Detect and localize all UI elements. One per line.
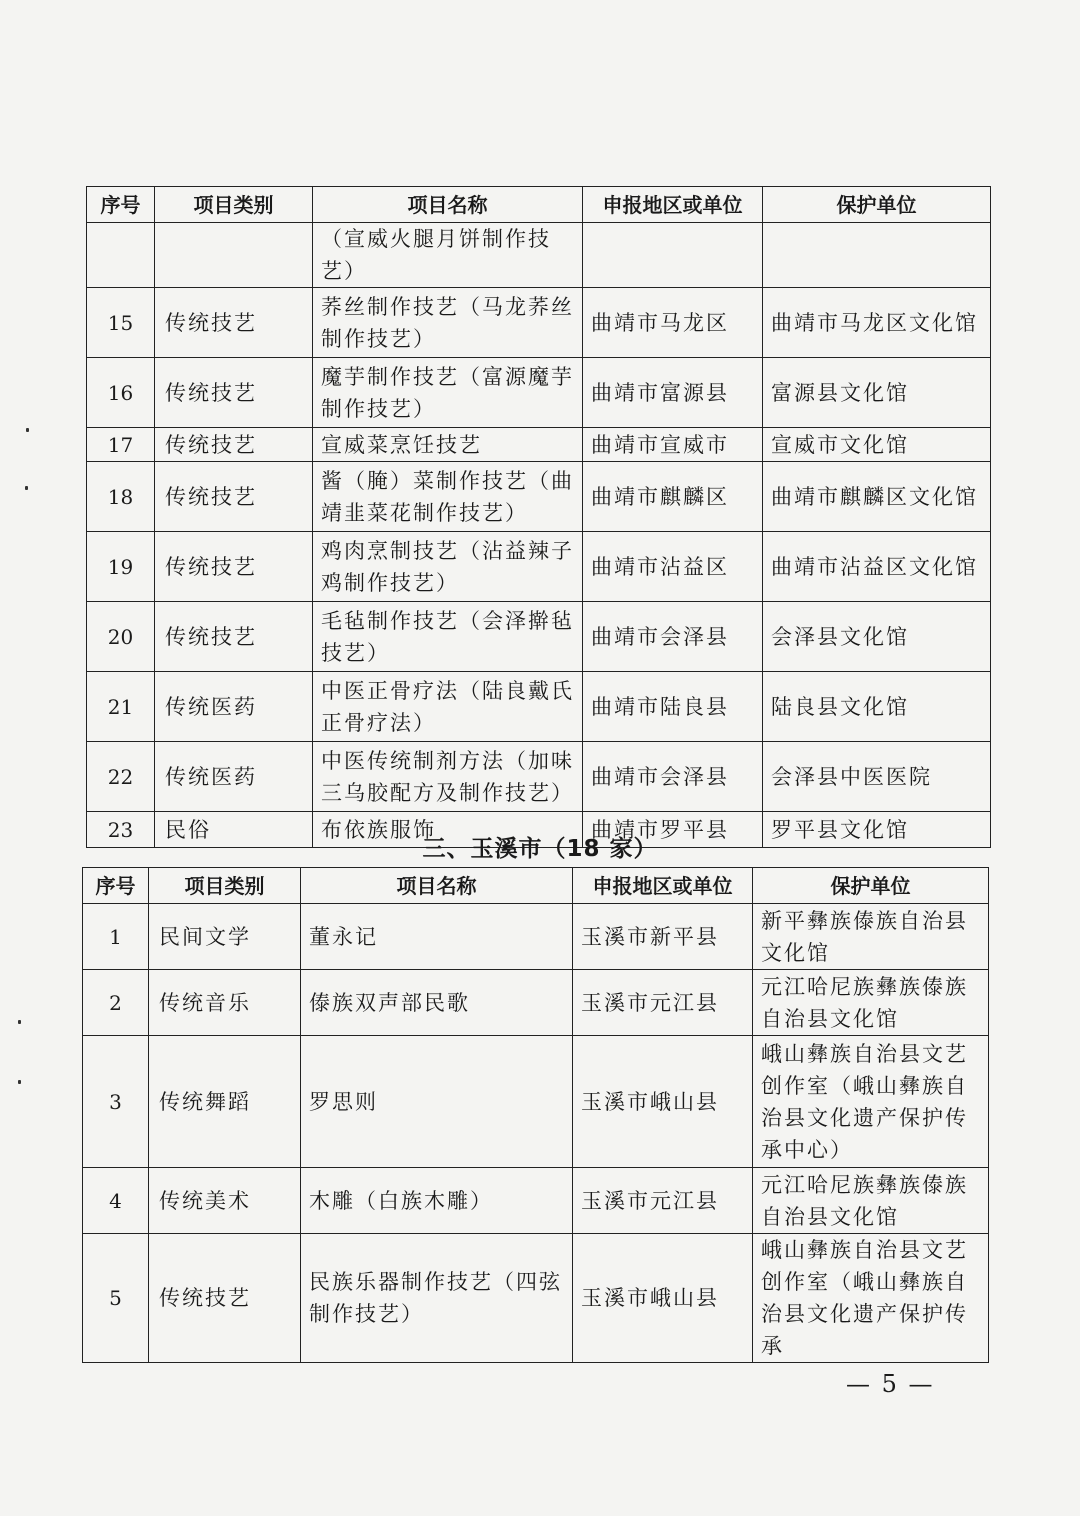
row-number: 17 [87, 428, 155, 462]
project-category: 传统技艺 [155, 462, 313, 532]
protection-unit: 曲靖市麒麟区文化馆 [763, 462, 991, 532]
project-name: 木雕（白族木雕） [301, 1168, 573, 1234]
project-category: 传统医药 [155, 672, 313, 742]
project-name: 中医正骨疗法（陆良戴氏正骨疗法） [313, 672, 583, 742]
header-name: 项目名称 [301, 868, 573, 904]
protection-unit: 陆良县文化馆 [763, 672, 991, 742]
header-no: 序号 [87, 187, 155, 223]
project-name: 毛毡制作技艺（会泽擀毡技艺） [313, 602, 583, 672]
header-region: 申报地区或单位 [573, 868, 753, 904]
table-header-row [87, 187, 991, 223]
project-name: 魔芋制作技艺（富源魔芋制作技艺） [313, 358, 583, 428]
table-row [83, 1168, 989, 1234]
section-heading-yuxi: 三、玉溪市（18 家） [422, 836, 658, 862]
applicant-region: 玉溪市元江县 [573, 1168, 753, 1234]
header-name: 项目名称 [313, 187, 583, 223]
applicant-region: 玉溪市元江县 [573, 970, 753, 1036]
applicant-region: 曲靖市会泽县 [583, 602, 763, 672]
applicant-region: 曲靖市陆良县 [583, 672, 763, 742]
project-name: 中医传统制剂方法（加味三乌胶配方及制作技艺） [313, 742, 583, 812]
applicant-region: 曲靖市麒麟区 [583, 462, 763, 532]
page-number: — 5 — [846, 1370, 935, 1398]
project-name: 民族乐器制作技艺（四弦制作技艺） [301, 1234, 573, 1363]
project-name: 董永记 [301, 904, 573, 970]
protection-unit: 罗平县文化馆 [763, 812, 991, 848]
project-category: 民俗 [155, 812, 313, 848]
project-category: 传统技艺 [155, 428, 313, 462]
row-number: 23 [87, 812, 155, 848]
project-category: 传统舞蹈 [149, 1036, 301, 1168]
header-category: 项目类别 [149, 868, 301, 904]
protection-unit: 宣威市文化馆 [763, 428, 991, 462]
protection-unit: 元江哈尼族彝族傣族自治县文化馆 [753, 1168, 989, 1234]
row-number: 16 [87, 358, 155, 428]
row-number: 2 [83, 970, 149, 1036]
protection-unit: 会泽县文化馆 [763, 602, 991, 672]
table-row [87, 358, 991, 428]
project-name: 宣威菜烹饪技艺 [313, 428, 583, 462]
project-name: 布依族服饰 [313, 812, 583, 848]
project-name-continuation: （宣威火腿月饼制作技艺） [313, 223, 583, 288]
row-number: 1 [83, 904, 149, 970]
header-no: 序号 [83, 868, 149, 904]
protection-unit: 元江哈尼族彝族傣族自治县文化馆 [753, 970, 989, 1036]
project-category: 传统技艺 [155, 602, 313, 672]
table-row [87, 223, 991, 288]
project-category: 传统音乐 [149, 970, 301, 1036]
scan-speck [26, 428, 29, 432]
project-category: 传统技艺 [149, 1234, 301, 1363]
table-row [87, 742, 991, 812]
row-number: 15 [87, 288, 155, 358]
project-name: 傣族双声部民歌 [301, 970, 573, 1036]
table-row [87, 672, 991, 742]
row-number: 19 [87, 532, 155, 602]
project-category: 民间文学 [149, 904, 301, 970]
row-number: 4 [83, 1168, 149, 1234]
table-row [83, 1036, 989, 1168]
applicant-region: 曲靖市宣威市 [583, 428, 763, 462]
project-name: 酱（腌）菜制作技艺（曲靖韭菜花制作技艺） [313, 462, 583, 532]
table-row [87, 288, 991, 358]
project-category: 传统技艺 [155, 288, 313, 358]
row-number: 20 [87, 602, 155, 672]
table-row [87, 462, 991, 532]
scan-speck [18, 1080, 21, 1084]
row-number: 5 [83, 1234, 149, 1363]
applicant-region: 玉溪市峨山县 [573, 1234, 753, 1363]
protection-unit: 富源县文化馆 [763, 358, 991, 428]
header-region: 申报地区或单位 [583, 187, 763, 223]
applicant-region: 曲靖市罗平县 [583, 812, 763, 848]
protection-unit: 曲靖市马龙区文化馆 [763, 288, 991, 358]
header-unit: 保护单位 [763, 187, 991, 223]
table-row [83, 904, 989, 970]
heritage-table-qujing [86, 186, 991, 848]
applicant-region: 曲靖市富源县 [583, 358, 763, 428]
scan-speck [18, 1020, 21, 1024]
project-category: 传统技艺 [155, 358, 313, 428]
header-category: 项目类别 [155, 187, 313, 223]
applicant-region: 曲靖市沾益区 [583, 532, 763, 602]
project-name: 鸡肉烹制技艺（沾益辣子鸡制作技艺） [313, 532, 583, 602]
table-row [87, 602, 991, 672]
protection-unit: 曲靖市沾益区文化馆 [763, 532, 991, 602]
header-unit: 保护单位 [753, 868, 989, 904]
protection-unit: 峨山彝族自治县文艺创作室（峨山彝族自治县文化遗产保护传承中心） [753, 1036, 989, 1168]
table-row [83, 1234, 989, 1363]
project-category: 传统美术 [149, 1168, 301, 1234]
row-number: 22 [87, 742, 155, 812]
scan-speck [25, 486, 28, 490]
protection-unit: 峨山彝族自治县文艺创作室（峨山彝族自治县文化遗产保护传承 [753, 1234, 989, 1363]
row-number: 18 [87, 462, 155, 532]
heritage-table-yuxi [82, 867, 989, 1363]
table-row [87, 428, 991, 462]
applicant-region: 玉溪市峨山县 [573, 1036, 753, 1168]
applicant-region: 曲靖市马龙区 [583, 288, 763, 358]
project-category: 传统医药 [155, 742, 313, 812]
project-name: 荞丝制作技艺（马龙荞丝制作技艺） [313, 288, 583, 358]
table-row [87, 532, 991, 602]
table-row [83, 970, 989, 1036]
protection-unit: 会泽县中医医院 [763, 742, 991, 812]
applicant-region: 玉溪市新平县 [573, 904, 753, 970]
table-header-row [83, 868, 989, 904]
applicant-region: 曲靖市会泽县 [583, 742, 763, 812]
row-number: 21 [87, 672, 155, 742]
project-category: 传统技艺 [155, 532, 313, 602]
row-number: 3 [83, 1036, 149, 1168]
project-name: 罗思则 [301, 1036, 573, 1168]
protection-unit: 新平彝族傣族自治县文化馆 [753, 904, 989, 970]
